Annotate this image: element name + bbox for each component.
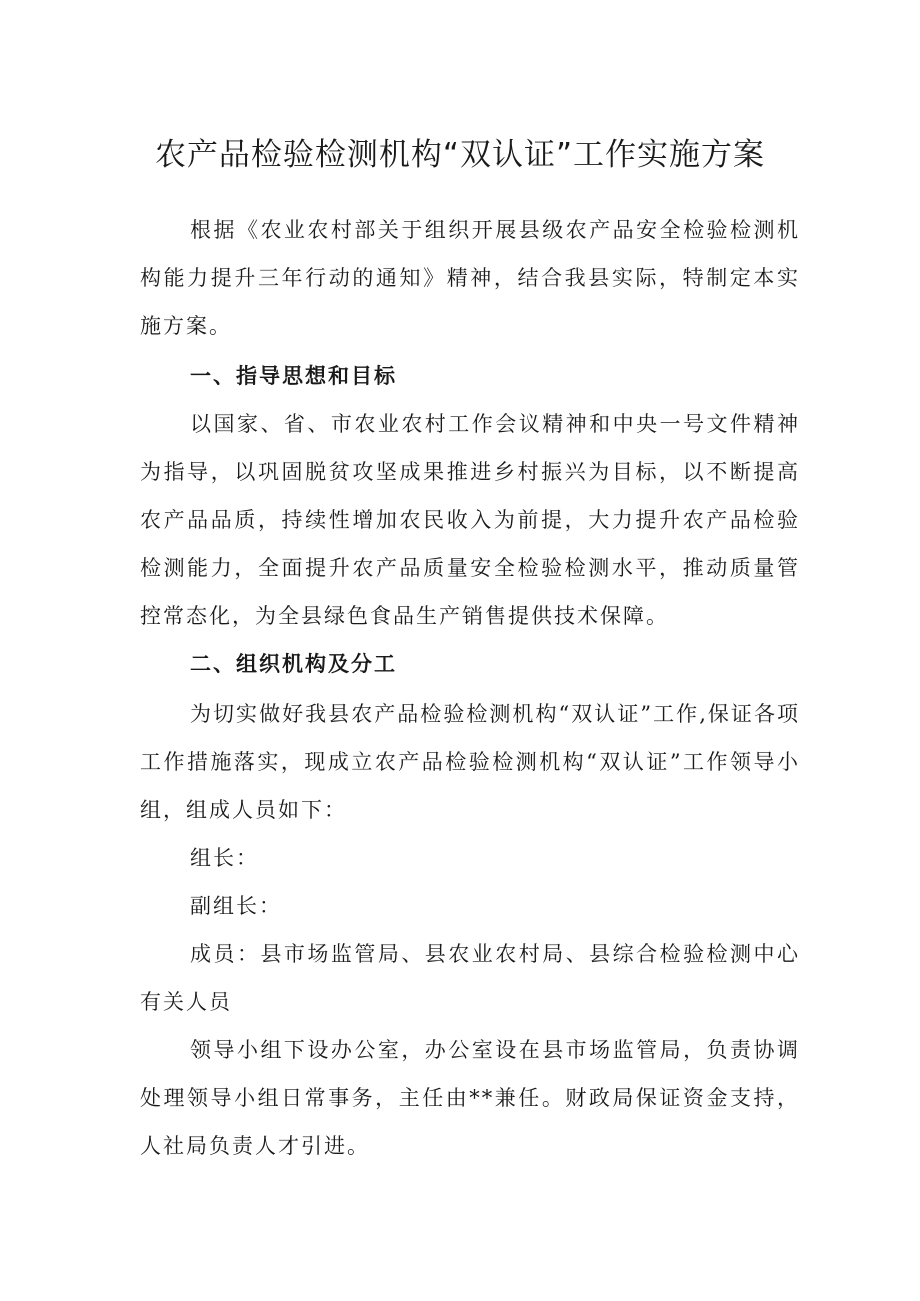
- section2-heading: 二、组织机构及分工: [190, 652, 397, 676]
- section1-heading: 一、指导思想和目标: [190, 364, 397, 388]
- section1-paragraph: 以国家、省、市农业农村工作会议精神和中央一号文件精神为指导，以巩固脱贫攻坚成果推进乡村振兴为目标，以不断提高农产品品质，持续性增加农民收入为前提，大力提升农产品检验检测能力，全面提升农产品质量安全检验检测水平，推动质量管控常态化，为全县绿色食品生产销售提供技术保障。: [140, 412, 800, 628]
- members-paragraph: 成员：县市场监管局、县农业农村局、县综合检验检测中心有关人员: [140, 942, 800, 1014]
- leader-line: 组长：: [190, 846, 259, 870]
- document-title: 农产品检验检测机构“双认证”工作实施方案: [154, 137, 766, 173]
- section2-paragraph: 为切实做好我县农产品检验检测机构“双认证”工作,保证各项工作措施落实，现成立农产品检验检测机构“双认证”工作领导小组，组成人员如下：: [140, 702, 800, 822]
- intro-paragraph: 根据《农业农村部关于组织开展县级农产品安全检验检测机构能力提升三年行动的通知》精神，结合我县实际，特制定本实施方案。: [140, 218, 800, 338]
- deputy-leader-line: 副组长：: [190, 894, 282, 918]
- office-paragraph: 领导小组下设办公室，办公室设在县市场监管局，负责协调处理领导小组日常事务，主任由**兼任。财政局保证资金支持，人社局负责人才引进。: [140, 1038, 800, 1158]
